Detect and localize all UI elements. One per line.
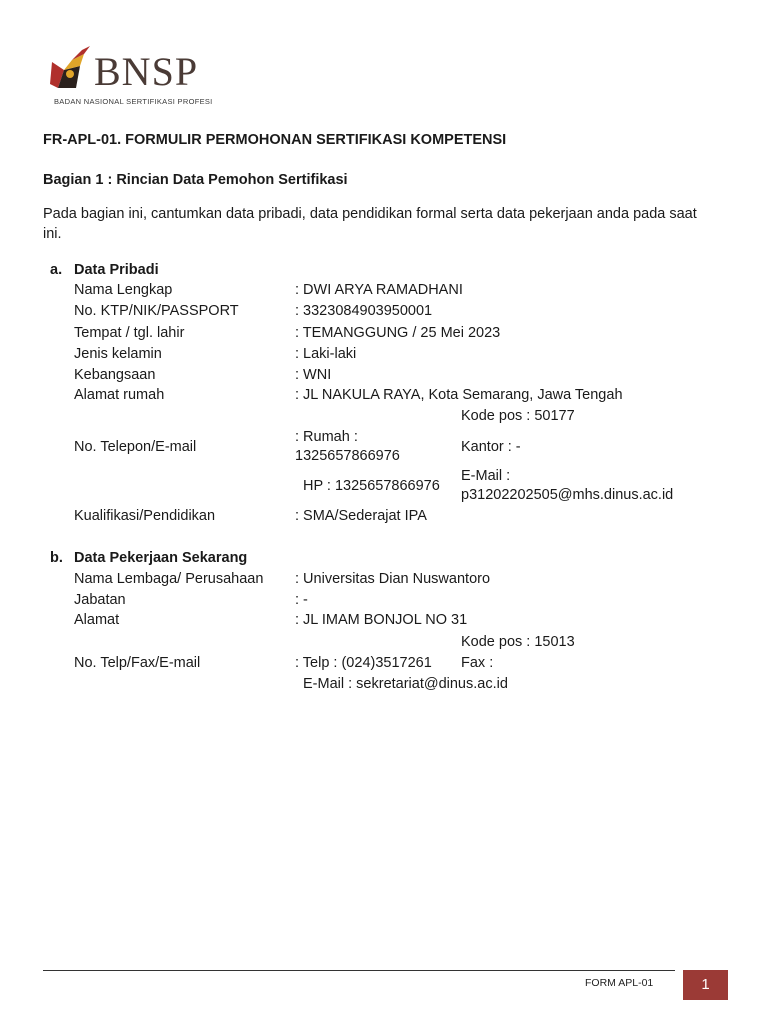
kualifikasi-value: : SMA/Sederajat IPA <box>295 508 427 524</box>
jenis-kelamin-label: Jenis kelamin <box>74 346 162 362</box>
jabatan-value: : - <box>295 592 308 608</box>
section-title: Bagian 1 : Rincian Data Pemohon Sertifikasi <box>43 172 348 188</box>
footer-form-label: FORM APL-01 <box>585 977 654 989</box>
kode-pos-rumah: Kode pos : 50177 <box>461 408 575 424</box>
data-pekerjaan-heading: Data Pekerjaan Sekarang <box>74 550 248 566</box>
ktp-label: No. KTP/NIK/PASSPORT <box>74 303 239 319</box>
email-value: p31202202505@mhs.dinus.ac.id <box>461 487 674 503</box>
alamat-kantor-label: Alamat <box>74 612 120 628</box>
logo-subtitle: BADAN NASIONAL SERTIFIKASI PROFESI <box>54 97 213 106</box>
footer-divider <box>43 970 675 971</box>
alamat-rumah-value: : JL NAKULA RAYA, Kota Semarang, Jawa Tengah <box>295 387 623 403</box>
telepon-rumah-value: 1325657866976 <box>295 448 400 464</box>
bnsp-emblem-icon <box>50 44 94 96</box>
section-a-marker: a. <box>50 262 63 278</box>
ktp-value: : 3323084903950001 <box>295 303 433 319</box>
alamat-rumah-label: Alamat rumah <box>74 387 165 403</box>
form-title: FR-APL-01. FORMULIR PERMOHONAN SERTIFIKASI KOMPETENSI <box>43 132 507 148</box>
telepon-hp: HP : 1325657866976 <box>303 478 440 494</box>
telp-fax-email-label: No. Telp/Fax/E-mail <box>74 655 201 671</box>
ttl-value: : TEMANGGUNG / 25 Mei 2023 <box>295 325 501 341</box>
kebangsaan-value: : WNI <box>295 367 332 383</box>
nama-lengkap-label: Nama Lengkap <box>74 282 173 298</box>
data-pribadi-heading: Data Pribadi <box>74 262 159 278</box>
jabatan-label: Jabatan <box>74 592 126 608</box>
fax-value: Fax : <box>461 655 494 671</box>
intro-line-1: Pada bagian ini, cantumkan data pribadi, data pendidikan formal serta data pekerjaan anda pada saat <box>43 206 697 222</box>
section-b-marker: b. <box>50 550 63 566</box>
kebangsaan-label: Kebangsaan <box>74 367 156 383</box>
intro-line-2: ini. <box>43 226 62 242</box>
kode-pos-kantor: Kode pos : 15013 <box>461 634 575 650</box>
jenis-kelamin-value: : Laki-laki <box>295 346 357 362</box>
alamat-kantor-value: : JL IMAM BONJOL NO 31 <box>295 612 468 628</box>
email-kantor-value: E-Mail : sekretariat@dinus.ac.id <box>303 676 508 692</box>
bnsp-logo <box>50 44 220 110</box>
telepon-kantor: Kantor : - <box>461 439 521 455</box>
ttl-label: Tempat / tgl. lahir <box>74 325 185 341</box>
email-label: E-Mail : <box>461 468 511 484</box>
telp-kantor-value: : Telp : (024)3517261 <box>295 655 432 671</box>
nama-lembaga-value: : Universitas Dian Nuswantoro <box>295 571 491 587</box>
page-number: 1 <box>683 970 728 1000</box>
logo-wordmark: BNSP <box>94 49 199 94</box>
kualifikasi-label: Kualifikasi/Pendidikan <box>74 508 216 524</box>
nama-lengkap-value: : DWI ARYA RAMADHANI <box>295 282 463 298</box>
telepon-email-label: No. Telepon/E-mail <box>74 439 197 455</box>
nama-lembaga-label: Nama Lembaga/ Perusahaan <box>74 571 264 587</box>
telepon-rumah-label: : Rumah : <box>295 429 358 445</box>
